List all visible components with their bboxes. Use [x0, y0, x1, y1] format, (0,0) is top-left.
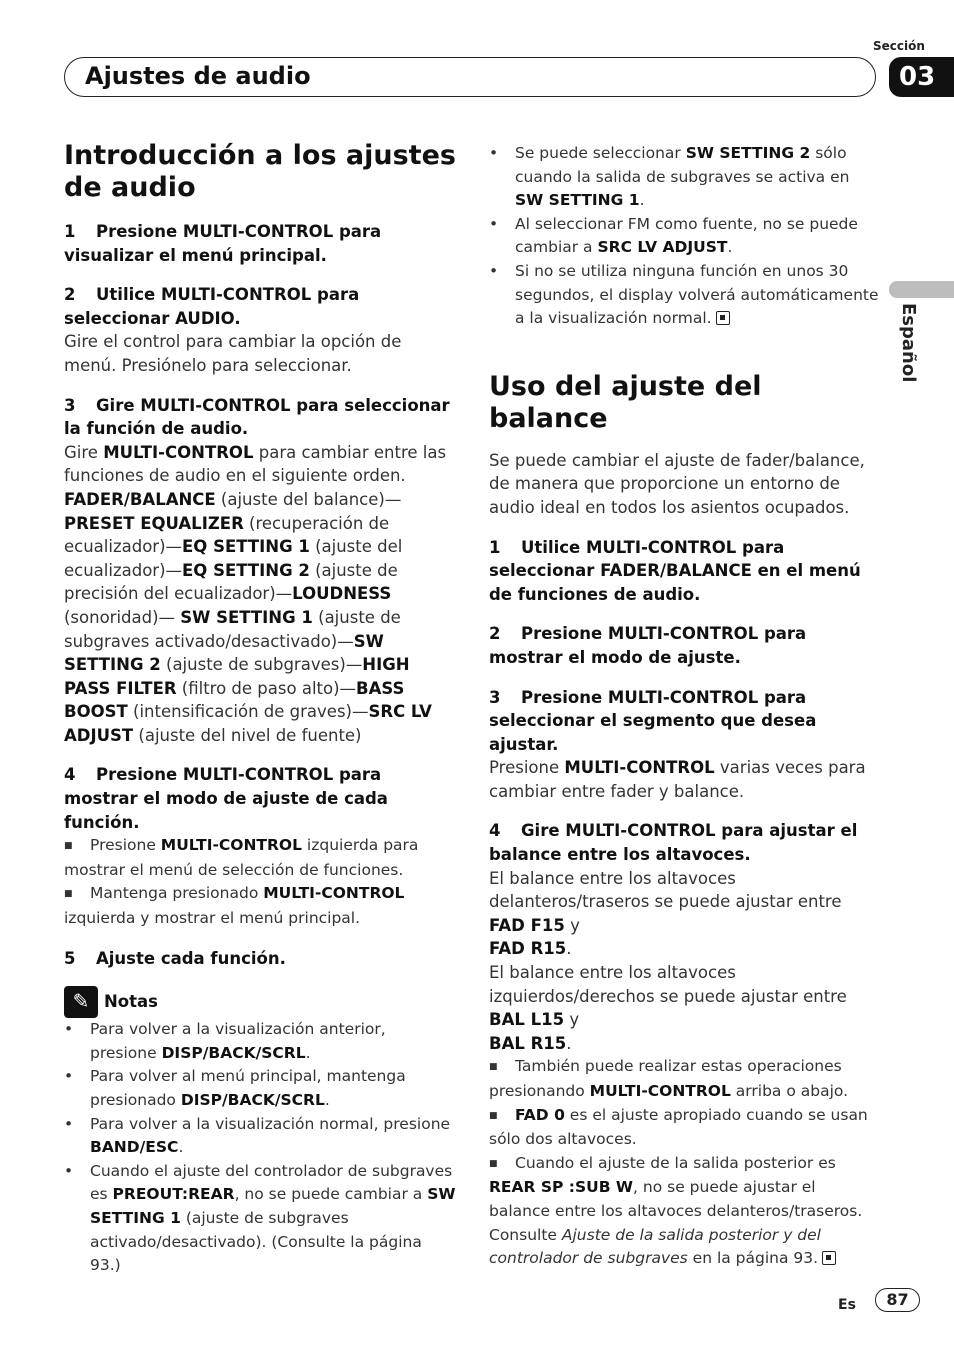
step-text: Presione MULTI-CONTROL para seleccionar el segmento que desea ajustar. [489, 687, 817, 754]
step-2 [489, 622, 881, 669]
chapter-title: Ajustes de audio [85, 62, 311, 90]
step-text: Presione MULTI-CONTROL para mostrar el modo de ajuste. [489, 624, 807, 667]
chapter-header [64, 57, 876, 97]
step-text: Utilice MULTI-CONTROL para seleccionar AUDIO. [64, 285, 360, 328]
step-number: 4 [489, 821, 501, 841]
step-number: 3 [489, 687, 501, 707]
step-text: Gire MULTI-CONTROL para ajustar el balance entre los altavoces. [489, 821, 858, 865]
step-text: Gire MULTI-CONTROL para seleccionar la función de audio. [64, 395, 450, 439]
step-5 [64, 947, 456, 971]
step-number: 3 [64, 395, 76, 415]
language-tab [889, 281, 954, 298]
section-number-badge: 03 [889, 57, 954, 97]
fader-range-text: El balance entre los altavoces delanteros/traseros se puede ajustar entre FAD F15 y FAD R15. [489, 868, 842, 959]
step-3 [64, 394, 456, 441]
balance-intro: Se puede cambiar el ajuste de fader/balance, de manera que proporcione un entorno de audio ideal en todos los asientos ocupados. [489, 450, 865, 517]
notes-header [64, 986, 456, 1018]
right-column [489, 142, 881, 1271]
square-bullet: ■ Presione MULTI-CONTROL izquierda para mostrar el menú de selección de funciones. [64, 834, 456, 882]
note-item: • Cuando el ajuste del controlador de subgraves es PREOUT:REAR, no se puede cambiar a SW SETTING 1 (ajuste de subgraves activado/desactivado). (Consulte la página 93.) [64, 1160, 456, 1278]
section-heading-intro: Introducción a los ajustes de audio [64, 140, 456, 203]
square-bullet: ■ Mantenga presionado MULTI-CONTROL izquierda y mostrar el menú principal. [64, 882, 456, 930]
notes-list [64, 1018, 456, 1278]
section-heading-balance: Uso del ajuste del balance [489, 370, 762, 434]
step-number: 4 [64, 765, 76, 785]
step-number: 1 [489, 537, 501, 557]
section-label: Sección [873, 39, 925, 53]
balance-range-text: El balance entre los altavoces izquierdos/derechos se puede ajustar entre BAL L15 y BAL R15. [489, 963, 847, 1053]
notes-list-continued [489, 142, 881, 331]
step-4 [489, 819, 881, 866]
step-1 [64, 220, 456, 267]
language-label: Español [898, 303, 919, 383]
note-item: • Si no se utiliza ninguna función en unos 30 segundos, el display volverá automáticamente a la visualización normal. [489, 260, 881, 331]
page-number: 87 [875, 1288, 920, 1312]
step-2 [64, 283, 456, 330]
note-item: • Para volver a la visualización anterior, presione DISP/BACK/SCRL. [64, 1018, 456, 1065]
note-item: • Para volver a la visualización normal, presione BAND/ESC. [64, 1113, 456, 1160]
note-item: • Al seleccionar FM como fuente, no se puede cambiar a SRC LV ADJUST. [489, 213, 881, 260]
step-text: Presione MULTI-CONTROL para mostrar el modo de ajuste de cada función. [64, 765, 388, 832]
note-item: • Para volver al menú principal, mantenga presionado DISP/BACK/SCRL. [64, 1065, 456, 1112]
step-number: 1 [64, 222, 76, 241]
pencil-note-icon: ✎ [64, 986, 98, 1018]
step-3 [489, 686, 881, 757]
square-bullet: ■ Cuando el ajuste de la salida posterior es REAR SP :SUB W, no se puede ajustar el balance entre los altavoces delanteros/traseros. Consulte Ajuste de la salida posterior y del controlador de subgraves en la página 93. [489, 1152, 881, 1271]
step-number: 2 [64, 285, 76, 305]
step-3-body: Presione MULTI-CONTROL varias veces para cambiar entre fader y balance. [489, 758, 866, 801]
end-of-section-icon [822, 1251, 836, 1265]
step-number: 5 [64, 948, 76, 968]
square-bullet: ■ FAD 0 es el ajuste apropiado cuando se usan sólo dos altavoces. [489, 1104, 881, 1152]
step-1 [489, 536, 881, 607]
step-3-body: Gire MULTI-CONTROL para cambiar entre las funciones de audio en el siguiente orden. [64, 442, 447, 486]
step-4 [64, 763, 456, 834]
step-text: Ajuste cada función. [96, 948, 286, 968]
step-number: 2 [489, 624, 501, 644]
step-2-body: Gire el control para cambiar la opción de menú. Presiónelo para seleccionar. [64, 332, 402, 375]
square-bullet: ■ También puede realizar estas operaciones presionando MULTI-CONTROL arriba o abajo. [489, 1055, 881, 1103]
left-column [64, 140, 456, 1278]
step-text: Utilice MULTI-CONTROL para seleccionar FADER/BALANCE en el menú de funciones de audio. [489, 537, 861, 604]
audio-function-list: FADER/BALANCE (ajuste del balance)— PRESET EQUALIZER (recuperación de ecualizador)—EQ SETTING 1 (ajuste del ecualizador)—EQ SETTING 2 (ajuste de precisión del ecualizador)—LOUDNESS (sonoridad)— SW SETTING 1 (ajuste de subgraves activado/desactivado)—SW SETTING 2 (ajuste de subgraves)—HIGH PASS FILTER (filtro de paso alto)—BASS BOOST (intensificación de graves)—SRC LV ADJUST (ajuste del nivel de fuente) [64, 489, 432, 745]
step-text: Presione MULTI-CONTROL para visualizar el menú principal. [64, 222, 382, 265]
notes-title: Notas [104, 992, 158, 1012]
footer-language: Es [838, 1297, 856, 1313]
end-of-section-icon [716, 311, 730, 325]
note-item: • Se puede seleccionar SW SETTING 2 sólo cuando la salida de subgraves se activa en SW SETTING 1. [489, 142, 881, 213]
